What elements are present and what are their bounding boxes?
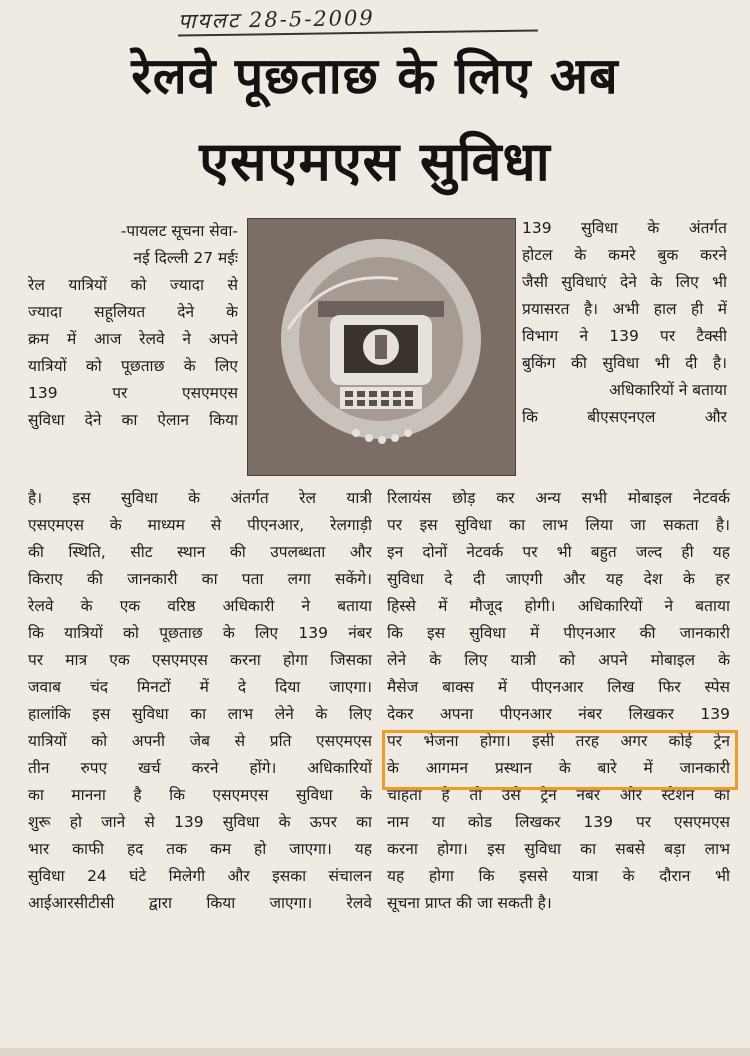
- article-line: का मानना है कि एसएमएस सुविधा के: [28, 786, 372, 804]
- article-line: भार काफी हद तक कम हो जाएगा। यह: [28, 840, 372, 858]
- article-line: इन दोनों नेटवर्क पर भी बहुत जल्द ही यह: [387, 543, 730, 561]
- article-line: 139 पर एसएमएस: [28, 384, 238, 402]
- column-right: [387, 485, 730, 917]
- article-line: शुरू हो जाने से 139 सुविधा के ऊपर का: [28, 813, 372, 831]
- article-line: विभाग ने 139 पर टैक्सी: [522, 327, 727, 345]
- article-line: करना होगा। इस सुविधा का सबसे बड़ा लाभ: [387, 840, 730, 858]
- article-line: पर इस सुविधा का लाभ लिया जा सकता है।: [387, 516, 730, 534]
- headline-line-2: एसएमएस सुविधा: [199, 130, 551, 193]
- article-line: यात्रियों को पूछताछ के लिए: [28, 357, 238, 375]
- article-line: जैसी सुविधाएं देने के लिए भी: [522, 273, 727, 291]
- article-line: की स्थिति, सीट स्थान की उपलब्धता और: [28, 543, 372, 561]
- article-line: आईआरसीटीसी द्वारा किया जाएगा। रेलवे: [28, 894, 372, 912]
- article-line: प्रयासरत है। अभी हाल ही में: [522, 300, 727, 318]
- article-line: कि इस सुविधा में पीएनआर की जानकारी: [387, 624, 730, 642]
- indian-railways-logo: [247, 218, 516, 476]
- column-left: [28, 485, 372, 917]
- article-line: रिलायंस छोड़ कर अन्य सभी मोबाइल नेटवर्क: [387, 489, 730, 507]
- column-left-top: [28, 218, 238, 434]
- article-line: रेलवे के एक वरिष्ठ अधिकारी ने बताया: [28, 597, 372, 615]
- article-line: जवाब चंद मिनटों में दे दिया जाएगा।: [28, 678, 372, 696]
- bottom-edge: [0, 1048, 750, 1056]
- dateline: नई दिल्ली 27 मईः: [133, 249, 238, 267]
- article-line: सुविधा 24 घंटे मिलेगी और इसका संचालन: [28, 867, 372, 885]
- article-line: कि यात्रियों को पूछताछ के लिए 139 नंबर: [28, 624, 372, 642]
- article-line: है। इस सुविधा के अंतर्गत रेल यात्री: [28, 489, 372, 507]
- article-line: के आगमन प्रस्थान के बारे में जानकारी: [387, 759, 730, 777]
- article-line: यात्रियों को अपनी जेब से प्रति एसएमएस: [28, 732, 372, 750]
- handwritten-date-note: पायलट 28-5-2009: [177, 5, 375, 34]
- column-right-top: [522, 215, 727, 431]
- highlight-box: [382, 730, 738, 790]
- article-line: क्रम में आज रेलवे ने अपने: [28, 330, 238, 348]
- article-line: कि बीएसएनएल और: [522, 408, 727, 426]
- article-line: अधिकारियों ने बताया: [609, 381, 727, 399]
- article-line: सुविधा देने का ऐलान किया: [28, 411, 238, 429]
- railway-emblem-icon: [248, 219, 515, 475]
- article-line: होटल के कमरे बुक करने: [522, 246, 727, 264]
- article-line: नाम या कोड लिखकर 139 पर एसएमएस: [387, 813, 730, 831]
- article-line: 139 सुविधा के अंतर्गत: [522, 219, 727, 237]
- article-line: पर भेजना होगा। इसी तरह अगर कोई ट्रेन: [387, 732, 730, 750]
- byline: -पायलट सूचना सेवा-: [120, 222, 238, 240]
- article-line: तीन रुपए खर्च करने होंगे। अधिकारियों: [28, 759, 372, 777]
- article-line: ज्यादा सहूलियत देने के: [28, 303, 238, 321]
- article-line: एसएमएस के माध्यम से पीएनआर, रेलगाड़ी: [28, 516, 372, 534]
- article-line: यह होगा कि इससे यात्रा के दौरान भी: [387, 867, 730, 885]
- article-line: मैसेज बाक्स में पीएनआर लिख फिर स्पेस: [387, 678, 730, 696]
- article-line: पर मात्र एक एसएमएस करना होगा जिसका: [28, 651, 372, 669]
- headline-line-1: रेलवे पूछताछ के लिए अब: [131, 47, 619, 105]
- article-line: हिस्से में मौजूद होगी। अधिकारियों ने बताया: [387, 597, 730, 615]
- article-line: हालांकि इस सुविधा का लाभ लेने के लिए: [28, 705, 372, 723]
- article-line: देकर अपना पीएनआर नंबर लिखकर 139: [387, 705, 730, 723]
- article-line: सूचना प्राप्त की जा सकती है।: [387, 894, 552, 912]
- article-line: चाहता है तो उसे ट्रेन नंबर और स्टेशन का: [387, 786, 730, 804]
- article-line: रेल यात्रियों को ज्यादा से: [28, 276, 238, 294]
- article-line: किराए की जानकारी का पता लगा सकेंगे।: [28, 570, 372, 588]
- article-line: लेने के लिए यात्री को अपने मोबाइल के: [387, 651, 730, 669]
- article-line: बुकिंग की सुविधा भी दी है।: [522, 354, 727, 372]
- article-line: सुविधा दे दी जाएगी और यह देश के हर: [387, 570, 730, 588]
